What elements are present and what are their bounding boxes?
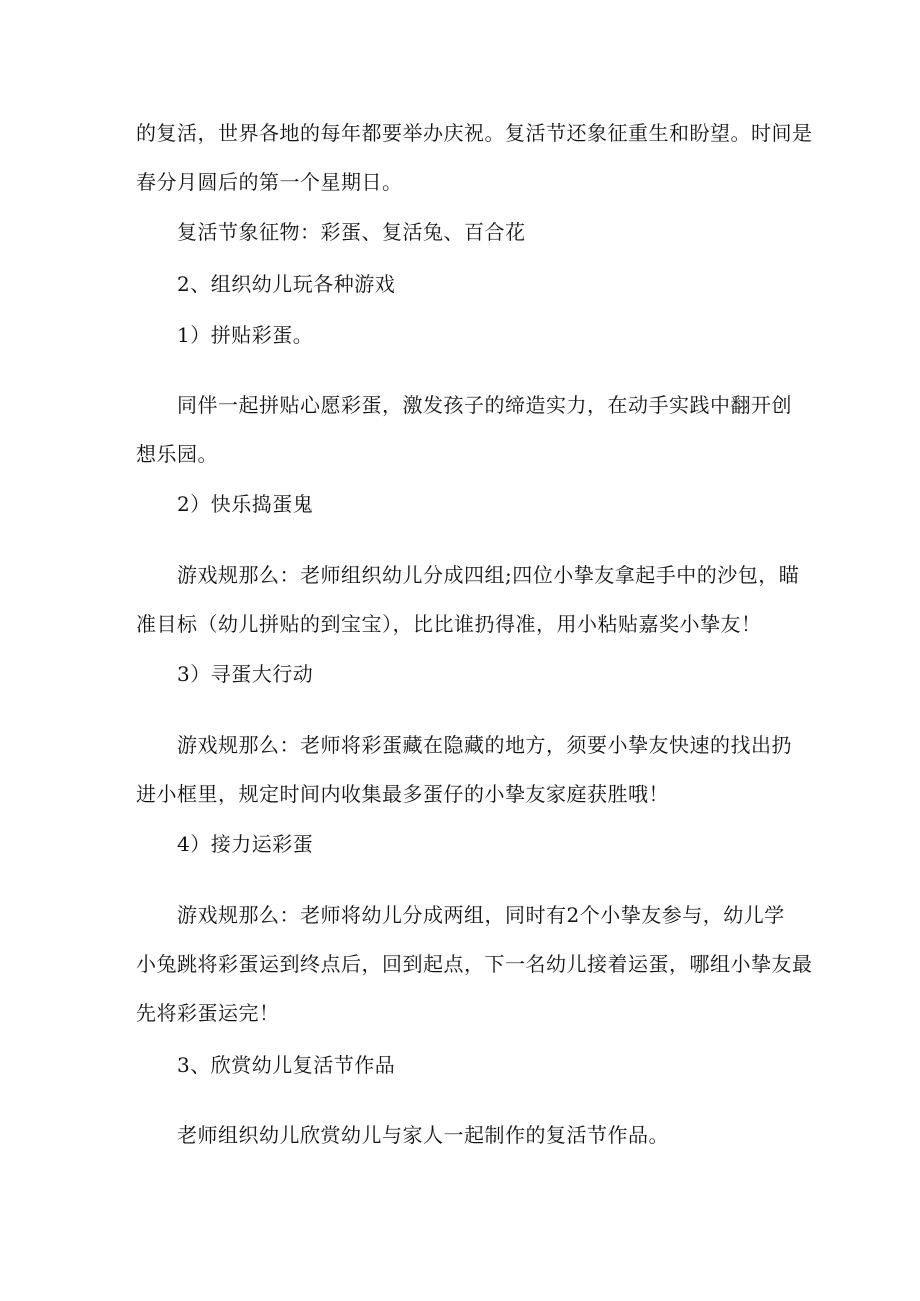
text-line: 想乐园。	[136, 442, 218, 466]
text-line: 4）接力运彩蛋	[177, 832, 314, 856]
text-line: 同伴一起拼贴心愿彩蛋，激发孩子的缔造实力，在动手实践中翻开创	[177, 393, 792, 417]
text-line: 春分月圆后的第一个星期日。	[136, 170, 403, 194]
game-4-title	[136, 820, 796, 869]
section-3-description	[136, 1111, 796, 1160]
game-1-description	[136, 381, 796, 479]
text-line: 的复活，世界各地的每年都要举办庆祝。复活节还象征重生和盼望。时间是	[136, 121, 813, 145]
paragraph-symbols	[136, 208, 796, 257]
text-line: 1）拼贴彩蛋。	[177, 323, 314, 347]
text-line: 游戏规那么：老师将幼儿分成两组，同时有2个小挚友参与，幼儿学	[177, 903, 785, 927]
game-4-description	[136, 891, 813, 1038]
text-line: 先将彩蛋运完！	[136, 1001, 280, 1025]
game-3-description	[136, 721, 796, 819]
game-2-description	[136, 551, 800, 649]
text-line: 老师组织幼儿欣赏幼儿与家人一起制作的复活节作品。	[177, 1123, 669, 1147]
text-line: 准目标（幼儿拼贴的到宝宝），比比谁扔得准，用小粘贴嘉奖小挚友！	[136, 612, 762, 636]
text-line: 3）寻蛋大行动	[177, 662, 314, 686]
game-1-title	[136, 311, 796, 360]
game-3-title	[136, 650, 796, 699]
text-line: 进小框里，规定时间内收集最多蛋仔的小挚友家庭获胜哦！	[136, 782, 669, 806]
text-line: 复活节象征物：彩蛋、复活兔、百合花	[177, 220, 526, 244]
text-line: 2、组织幼儿玩各种游戏	[177, 272, 396, 296]
text-line: 2）快乐捣蛋鬼	[177, 492, 314, 516]
section-2-heading	[136, 260, 796, 309]
section-3-heading	[136, 1041, 796, 1090]
paragraph-intro-continuation	[136, 109, 813, 207]
text-line: 游戏规那么：老师将彩蛋藏在隐藏的地方，须要小挚友快速的找出扔	[177, 733, 792, 757]
game-2-title	[136, 480, 796, 529]
text-line: 3、欣赏幼儿复活节作品	[177, 1053, 396, 1077]
text-line: 小兔跳将彩蛋运到终点后，回到起点，下一名幼儿接着运蛋，哪组小挚友最	[136, 952, 813, 976]
text-line: 游戏规那么：老师组织幼儿分成四组;四位小挚友拿起手中的沙包，瞄	[177, 563, 800, 587]
